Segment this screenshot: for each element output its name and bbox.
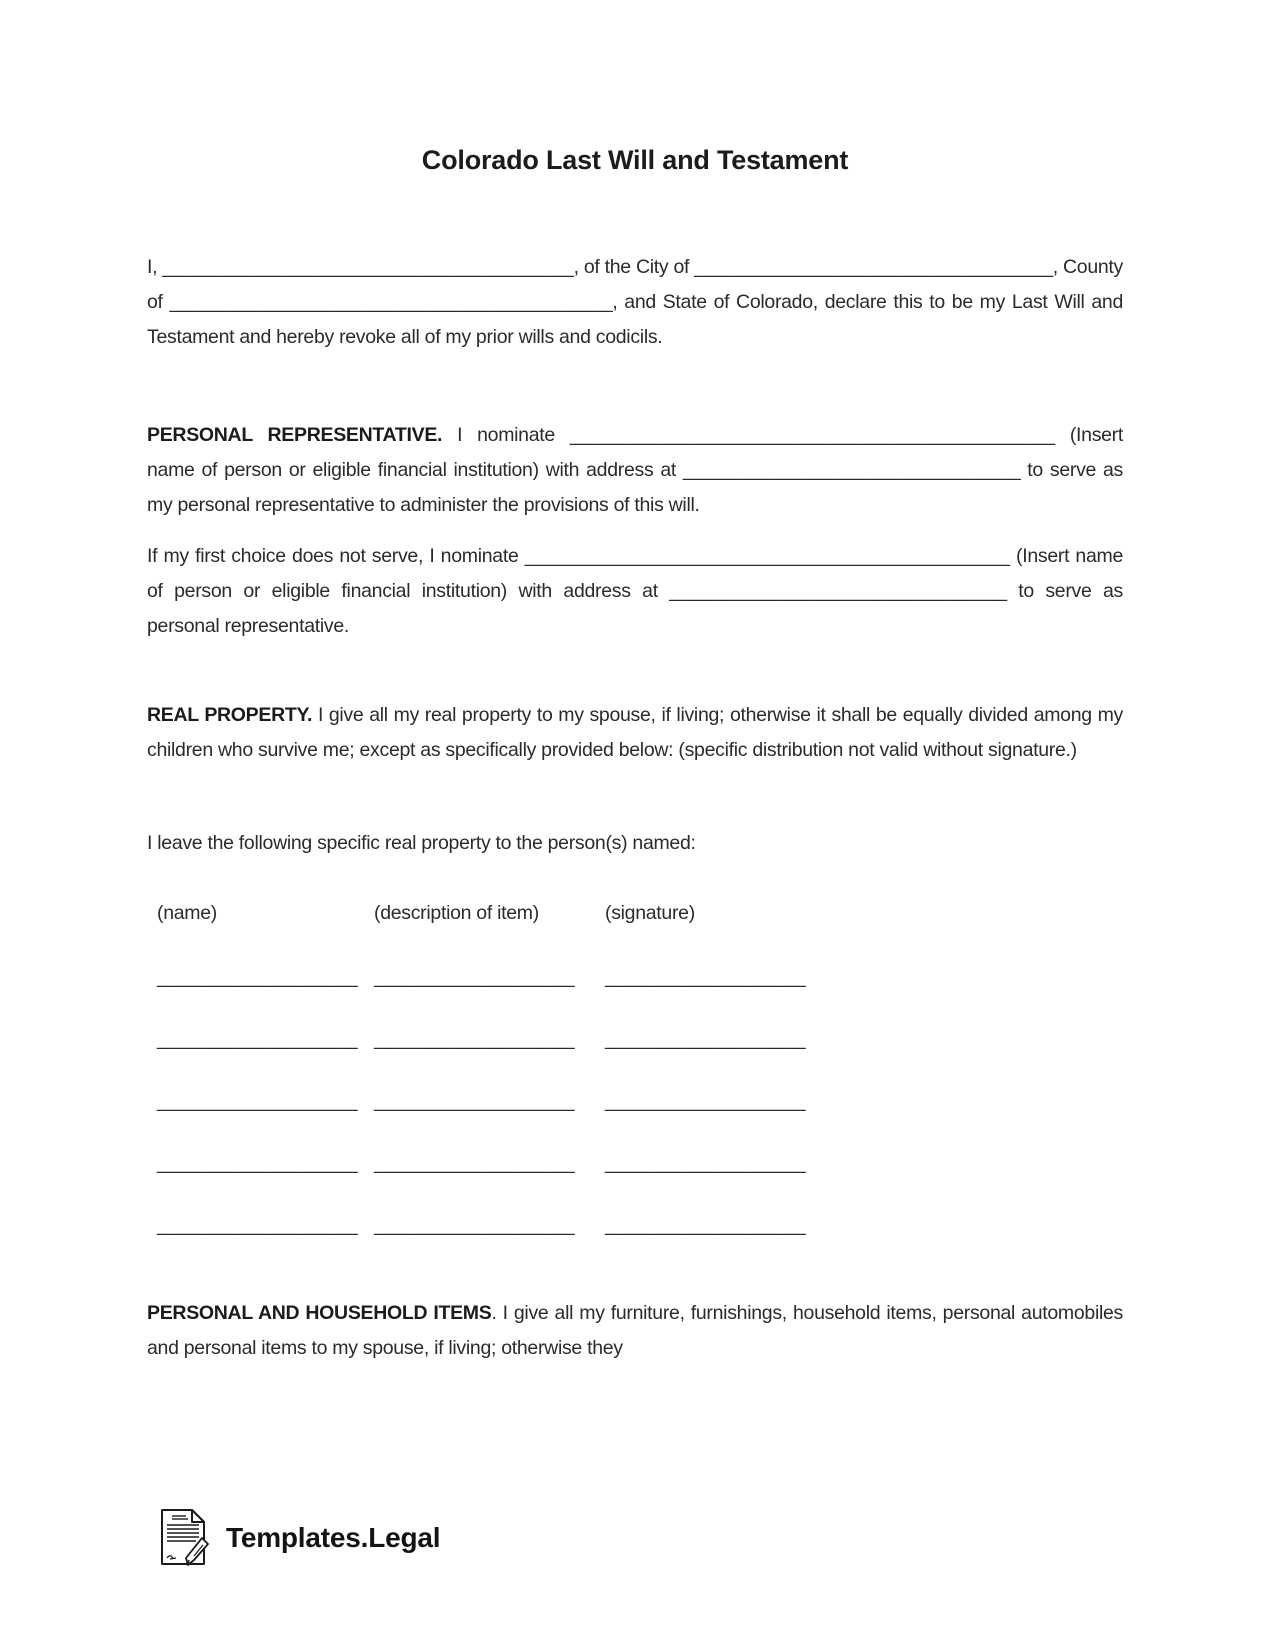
blank-signature-field: ___________________: [605, 1028, 806, 1050]
table-row: [157, 1146, 1123, 1181]
blank-signature-field: ___________________: [605, 1090, 806, 1112]
real-property-table: [147, 960, 1123, 1243]
blank-name-field: ___________________: [157, 1028, 358, 1050]
blank-signature-field: ___________________: [605, 1152, 806, 1174]
table-row: [157, 1084, 1123, 1119]
blank-description-field: ___________________: [374, 1028, 575, 1050]
real-property-table-header: [157, 896, 1123, 931]
real-property-leadin: I leave the following specific real property to the person(s) named:: [147, 832, 696, 854]
document-title: Colorado Last Will and Testament: [421, 145, 849, 175]
blank-signature-field: ___________________: [605, 1214, 806, 1236]
brand-name: Templates.Legal: [226, 1522, 441, 1553]
table-row: [157, 1022, 1123, 1057]
blank-name-field: ___________________: [157, 1214, 358, 1236]
personal-representative-text: I nominate ______________________________________________ (Insert name of person or eligible financial institution) with address at ________________________________ to serve as my personal representative to administer the provisions of this will.: [147, 424, 1123, 516]
blank-name-field: ___________________: [157, 1090, 358, 1112]
personal-representative-paragraph: [147, 418, 1123, 523]
real-property-heading: REAL PROPERTY.: [147, 704, 313, 726]
personal-household-paragraph: [147, 1296, 1123, 1366]
personal-household-text: . I give all my furniture, furnishings, household items, personal automobiles and personal items to my spouse, if living; otherwise they: [147, 1302, 1124, 1359]
declaration-text: I, _______________________________________, of the City of __________________________________, County of __________________________________________, and State of Colorado, declare this to be my Last Will and Testament and hereby revoke all of my prior wills and codicils.: [147, 256, 1123, 348]
column-header-name: (name): [157, 902, 217, 924]
alternate-representative-paragraph: [147, 539, 1123, 644]
real-property-text: I give all my real property to my spouse, if living; otherwise it shall be equally divided among my children who survive me; except as specifically provided below: (specific distribution not valid without signature.): [147, 704, 1123, 761]
document-content: [147, 0, 1123, 1366]
blank-name-field: ___________________: [157, 1152, 358, 1174]
blank-description-field: ___________________: [374, 966, 575, 988]
declaration-paragraph: [147, 250, 1123, 355]
blank-description-field: ___________________: [374, 1152, 575, 1174]
footer-brand: [158, 1508, 440, 1568]
alternate-representative-text: If my first choice does not serve, I nominate ______________________________________________ (Insert name of person or eligible financial institution) with address at ________________________________ to serve as personal representative.: [147, 545, 1123, 637]
column-header-description: (description of item): [374, 902, 539, 924]
real-property-paragraph: [147, 698, 1123, 768]
blank-signature-field: ___________________: [605, 966, 806, 988]
blank-name-field: ___________________: [157, 966, 358, 988]
personal-representative-heading: PERSONAL REPRESENTATIVE.: [147, 424, 443, 446]
table-row: [157, 960, 1123, 995]
personal-household-heading: PERSONAL AND HOUSEHOLD ITEMS: [147, 1302, 492, 1324]
blank-description-field: ___________________: [374, 1214, 575, 1236]
document-pen-icon: [158, 1508, 210, 1568]
blank-description-field: ___________________: [374, 1090, 575, 1112]
column-header-signature: (signature): [605, 902, 695, 924]
table-row: [157, 1208, 1123, 1243]
